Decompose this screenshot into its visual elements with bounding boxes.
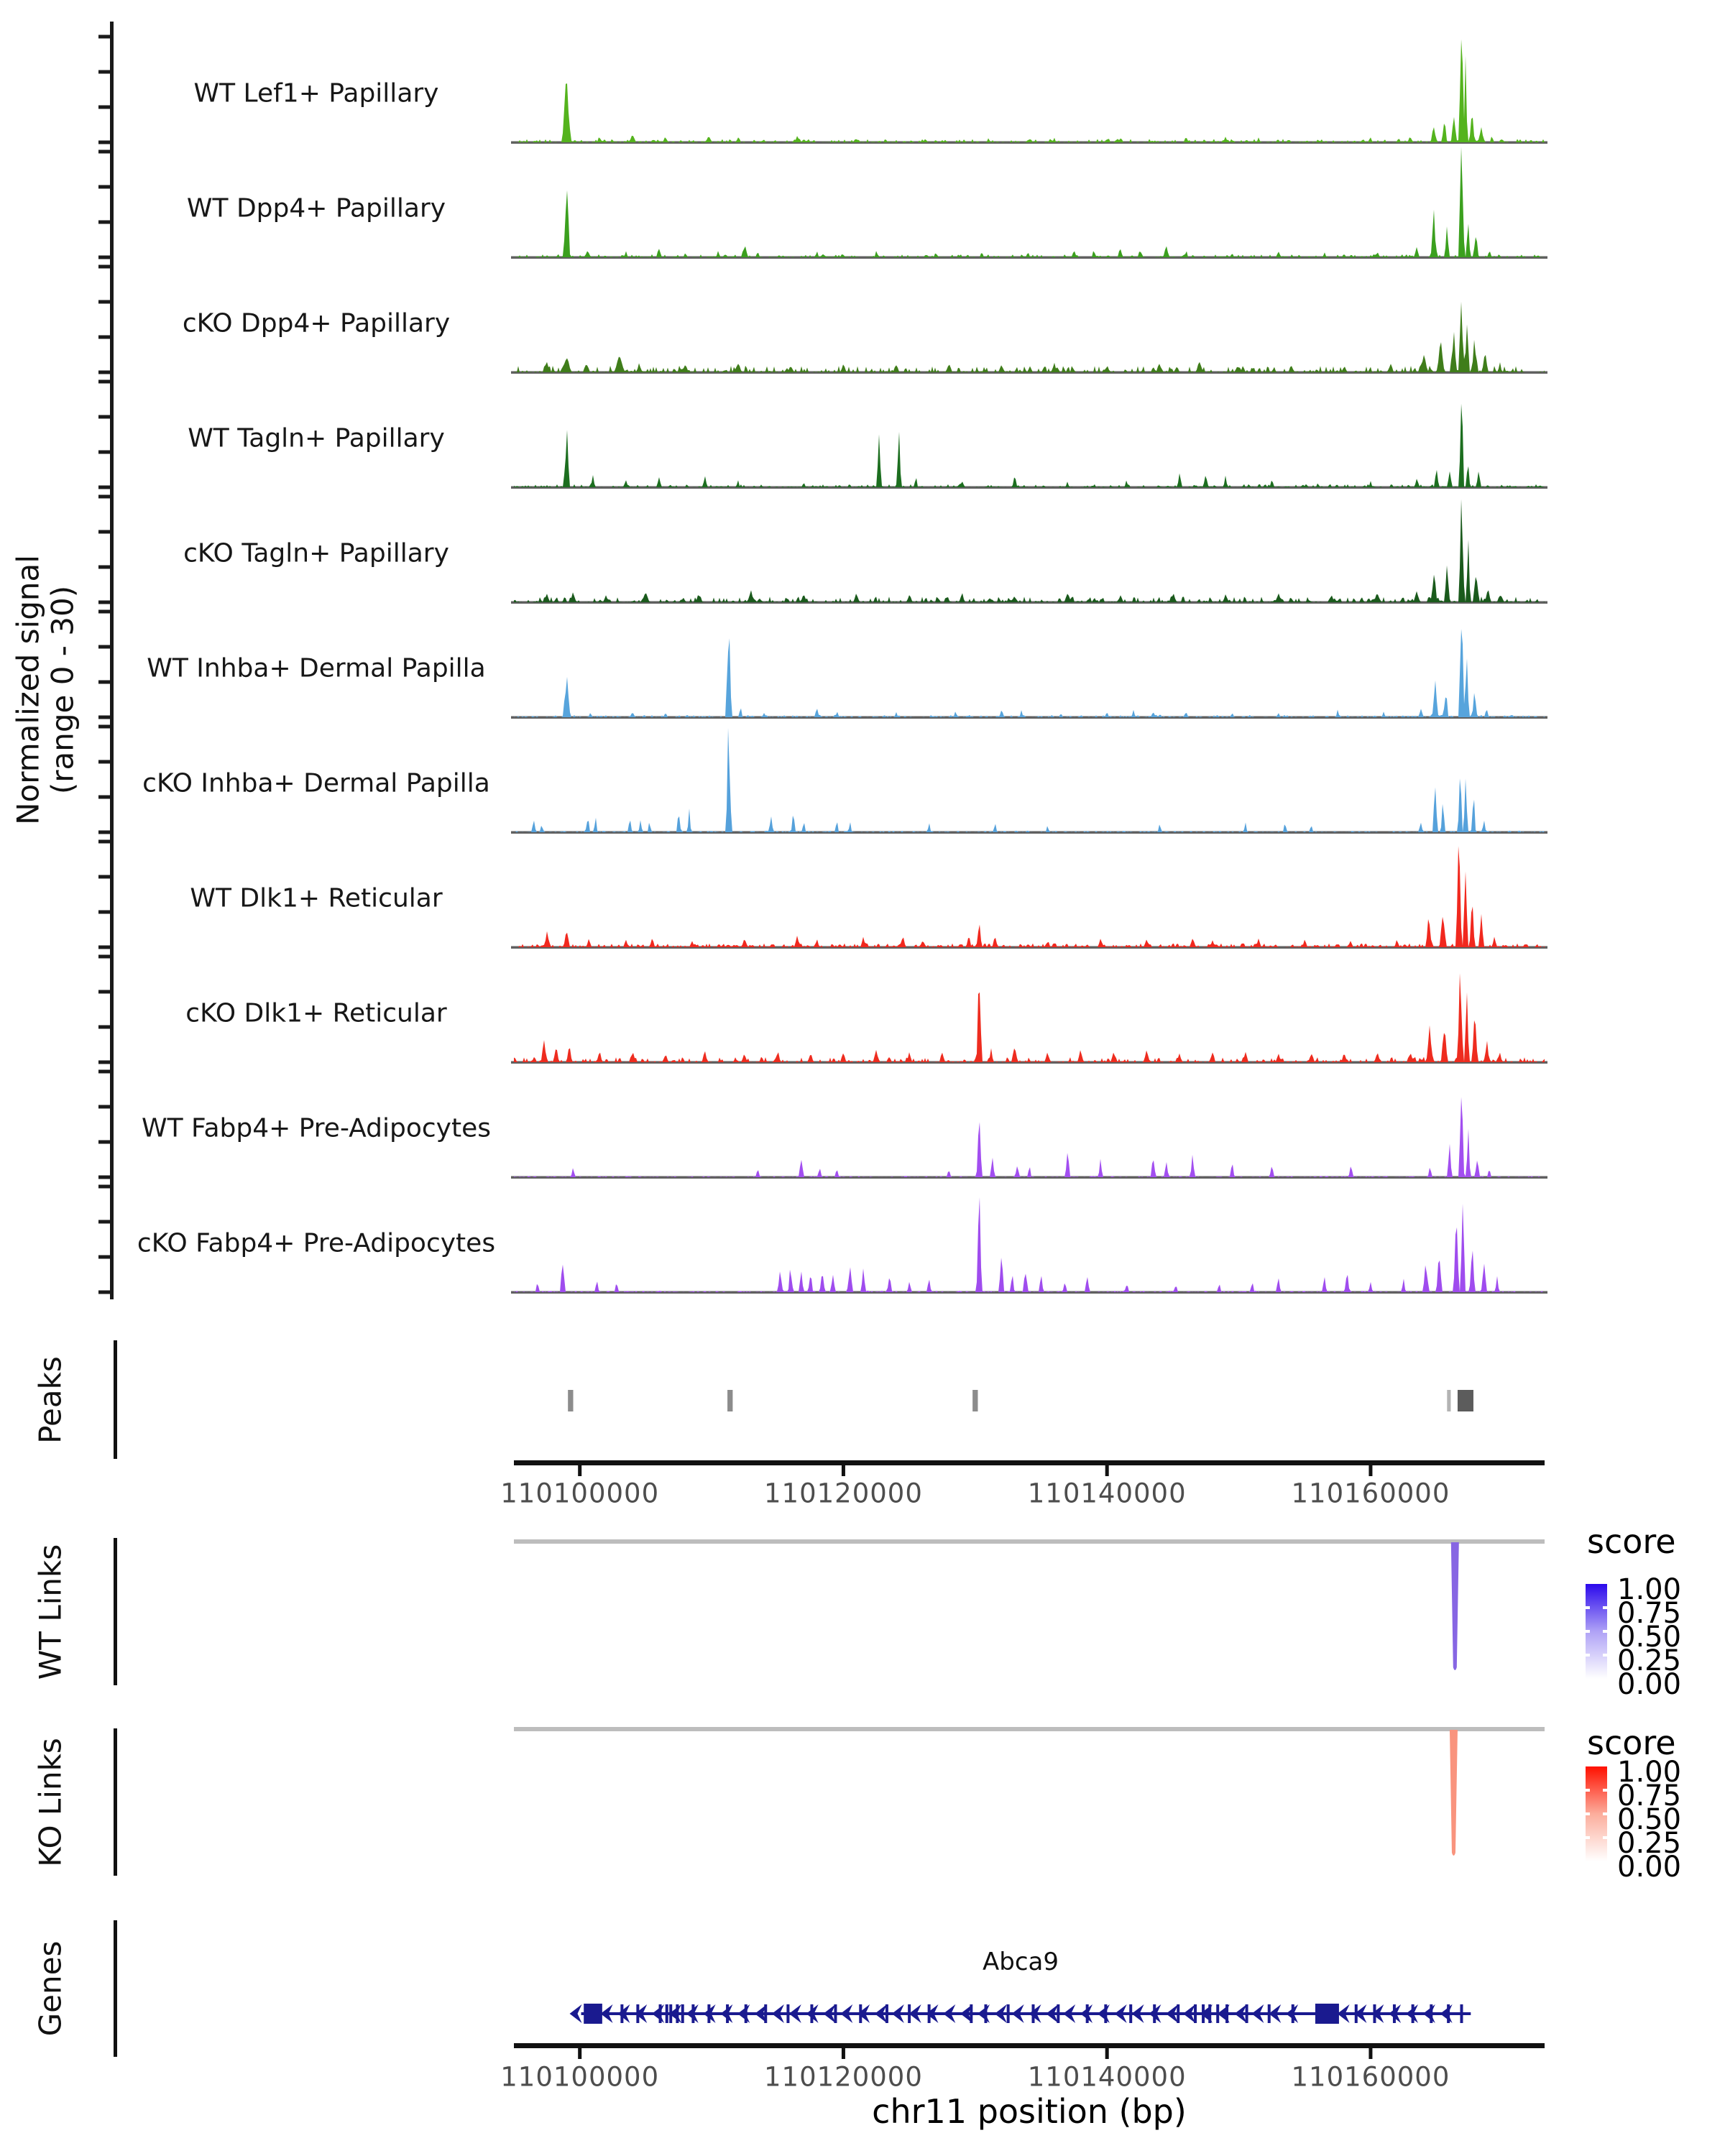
gene-exon-box <box>1315 2004 1339 2024</box>
signal-y-axis-tick <box>98 1141 112 1144</box>
x-tick-label: 110120000 <box>764 2061 923 2093</box>
gene-name-label: Abca9 <box>982 1948 1059 1976</box>
signal-y-axis-tick <box>98 486 112 489</box>
coverage-signal-7 <box>514 728 1545 832</box>
peak-mark <box>1447 1390 1450 1411</box>
score-legend-value: 0.75 <box>1617 1779 1682 1812</box>
x-axis-tick <box>1105 2048 1109 2059</box>
track-label-8: WT Dlk1+ Reticular <box>190 883 443 913</box>
track-label-2: WT Dpp4+ Papillary <box>186 193 446 224</box>
section-label-ko-links: KO Links <box>32 1738 68 1867</box>
signal-y-axis-tick <box>98 840 112 844</box>
signal-y-axis-tick <box>98 875 112 879</box>
track-label-11: cKO Fabp4+ Pre-Adipocytes <box>137 1228 496 1258</box>
gene-exon-tick <box>834 2004 837 2023</box>
gene-exon-tick <box>1007 2004 1010 2023</box>
y-axis-label-line1: Normalized signal <box>10 555 46 825</box>
coverage-signal-4 <box>514 404 1545 487</box>
signal-y-axis-tick <box>98 35 112 39</box>
score-legend-value: 0.00 <box>1617 1851 1682 1884</box>
score-legend-value: 0.50 <box>1617 1621 1682 1654</box>
ko-score-legend-gradient-tick <box>1586 1789 1590 1792</box>
gene-exon-tick <box>1194 2004 1197 2023</box>
signal-y-axis-tick <box>98 610 112 614</box>
gene-exon-box <box>584 2004 602 2024</box>
gene-exon-tick <box>1246 2004 1248 2023</box>
wt-score-legend-gradient-tick <box>1586 1630 1590 1633</box>
wt-score-legend-title: score <box>1587 1522 1676 1561</box>
x-axis-tick <box>1105 1465 1109 1476</box>
x-tick-label: 110100000 <box>500 1478 660 1509</box>
peak-mark <box>568 1390 573 1411</box>
track-label-10: WT Fabp4+ Pre-Adipocytes <box>142 1113 491 1143</box>
peak-mark <box>1458 1390 1473 1411</box>
peak-mark <box>972 1390 978 1411</box>
wt-link-bar <box>1451 1542 1459 1670</box>
signal-y-axis-tick <box>98 495 112 499</box>
signal-y-axis-tick <box>98 1220 112 1224</box>
signal-y-axis-tick <box>98 1070 112 1074</box>
score-legend-value: 1.00 <box>1617 1573 1682 1606</box>
ko-link-baseline <box>514 1727 1545 1731</box>
signal-y-axis-tick <box>98 70 112 74</box>
signal-y-axis-tick <box>98 1176 112 1179</box>
gene-exon-tick <box>886 2004 888 2023</box>
coverage-signal-1 <box>514 40 1545 142</box>
x-axis-title: chr11 position (bp) <box>872 2092 1187 2131</box>
ko-score-legend-title: score <box>1587 1723 1676 1762</box>
ko-score-legend-gradient-tick <box>1586 1836 1590 1839</box>
signal-y-axis-tick <box>98 141 112 144</box>
coverage-signal-2 <box>514 147 1545 257</box>
wt-link-baseline <box>514 1539 1545 1544</box>
ko-score-legend-gradient-tick <box>1586 1812 1590 1815</box>
signal-y-axis-tick <box>98 451 112 454</box>
track-label-4: WT Tagln+ Papillary <box>188 423 445 453</box>
signal-y-axis-tick <box>98 601 112 604</box>
signal-y-axis-tick <box>98 990 112 994</box>
peaks-bracket <box>114 1340 117 1459</box>
gene-terminal-arrow <box>570 2004 582 2023</box>
signal-y-axis-tick <box>98 185 112 189</box>
gene-exon-tick <box>1057 2004 1059 2023</box>
wt-score-legend-gradient-tick <box>1586 1654 1590 1657</box>
score-legend-value: 0.75 <box>1617 1597 1682 1630</box>
wt-score-legend-gradient-tick <box>1603 1654 1607 1657</box>
signal-y-axis-tick <box>98 760 112 764</box>
section-label-genes: Genes <box>32 1940 68 2037</box>
x-tick-label: 110160000 <box>1291 2061 1450 2093</box>
signal-y-axis-tick <box>98 300 112 304</box>
gene-exon-tick <box>1177 2004 1179 2023</box>
track-label-5: cKO Tagln+ Papillary <box>183 538 449 568</box>
signal-y-axis-tick <box>98 256 112 259</box>
x-axis-tick <box>578 1465 581 1476</box>
x-tick-label: 110120000 <box>764 1478 923 1509</box>
gene-exon-tick <box>1460 2004 1463 2023</box>
score-legend-value: 0.00 <box>1617 1668 1682 1701</box>
track-label-7: cKO Inhba+ Dermal Papilla <box>142 768 490 798</box>
signal-y-axis-tick <box>98 831 112 834</box>
ko-links-bracket <box>114 1728 117 1876</box>
signal-y-axis-tick <box>98 221 112 224</box>
signal-y-axis-tick <box>98 1256 112 1259</box>
section-label-wt-links: WT Links <box>32 1544 68 1680</box>
signal-y-axis-tick <box>98 530 112 534</box>
signal-y-axis-tick <box>98 265 112 269</box>
ko-score-legend-gradient-tick <box>1603 1812 1607 1815</box>
y-axis-label-line2: (range 0 - 30) <box>45 585 80 795</box>
signal-y-axis-tick <box>98 106 112 109</box>
x-axis-line <box>514 2043 1545 2048</box>
signal-y-axis-tick <box>98 336 112 339</box>
x-tick-label: 110140000 <box>1027 2061 1187 2093</box>
track-label-9: cKO Dlk1+ Reticular <box>185 998 447 1028</box>
coverage-signal-10 <box>514 1097 1545 1177</box>
x-axis-tick <box>1368 2048 1372 2059</box>
signal-y-axis-tick <box>98 1026 112 1029</box>
signal-y-axis-tick <box>98 645 112 649</box>
x-tick-label: 110140000 <box>1027 1478 1187 1509</box>
genes-bracket <box>114 1920 117 2057</box>
ko-score-legend-gradient-tick <box>1603 1836 1607 1839</box>
ko-score-legend-gradient-tick <box>1603 1789 1607 1792</box>
track-baseline <box>511 831 1547 834</box>
signal-y-axis-tick <box>98 1061 112 1064</box>
x-axis-tick <box>842 1465 845 1476</box>
signal-y-axis-tick <box>98 725 112 729</box>
gene-exon-tick <box>666 2004 668 2023</box>
coverage-signal-3 <box>514 302 1545 372</box>
signal-y-axis-tick <box>98 1291 112 1294</box>
coverage-signal-9 <box>514 973 1545 1062</box>
x-axis-tick <box>578 2048 581 2059</box>
signal-y-axis-tick <box>98 796 112 799</box>
x-axis-line <box>514 1460 1545 1465</box>
x-tick-label: 110160000 <box>1291 1478 1450 1509</box>
signal-y-axis-tick <box>98 716 112 719</box>
track-label-1: WT Lef1+ Papillary <box>193 78 439 109</box>
ko-link-bar <box>1450 1730 1458 1856</box>
track-baseline <box>511 1291 1547 1294</box>
score-legend-value: 0.25 <box>1617 1644 1682 1677</box>
score-legend-value: 0.50 <box>1617 1803 1682 1836</box>
signal-y-axis-tick <box>98 946 112 949</box>
peak-mark <box>727 1390 732 1411</box>
gene-exon-tick <box>681 2004 684 2023</box>
signal-y-axis-tick <box>98 1105 112 1109</box>
score-legend-value: 1.00 <box>1617 1756 1682 1789</box>
coverage-signal-8 <box>514 846 1545 947</box>
x-tick-label: 110100000 <box>500 2061 660 2093</box>
signal-y-axis-tick <box>98 150 112 154</box>
track-label-6: WT Inhba+ Dermal Papilla <box>147 653 486 683</box>
section-label-peaks: Peaks <box>32 1356 68 1444</box>
wt-score-legend-gradient-tick <box>1603 1606 1607 1609</box>
signal-y-axis-tick <box>98 371 112 374</box>
x-axis-tick <box>842 2048 845 2059</box>
y-axis-label <box>12 555 81 825</box>
coverage-signal-11 <box>514 1197 1545 1292</box>
signal-y-axis-tick <box>98 955 112 959</box>
signal-y-axis-tick <box>98 911 112 914</box>
score-legend-value: 0.25 <box>1617 1827 1682 1860</box>
signal-y-axis-tick <box>98 380 112 384</box>
wt-score-legend-gradient-tick <box>1603 1630 1607 1633</box>
wt-score-legend-gradient-tick <box>1586 1606 1590 1609</box>
coverage-signal-6 <box>514 629 1545 717</box>
wt-links-bracket <box>114 1538 117 1685</box>
signal-y-axis-tick <box>98 681 112 684</box>
x-axis-tick <box>1368 1465 1372 1476</box>
track-label-3: cKO Dpp4+ Papillary <box>182 308 451 338</box>
coverage-signal-5 <box>514 499 1545 602</box>
signal-y-axis-tick <box>98 566 112 569</box>
signal-y-axis-tick <box>98 1185 112 1189</box>
signal-y-axis-tick <box>98 415 112 419</box>
